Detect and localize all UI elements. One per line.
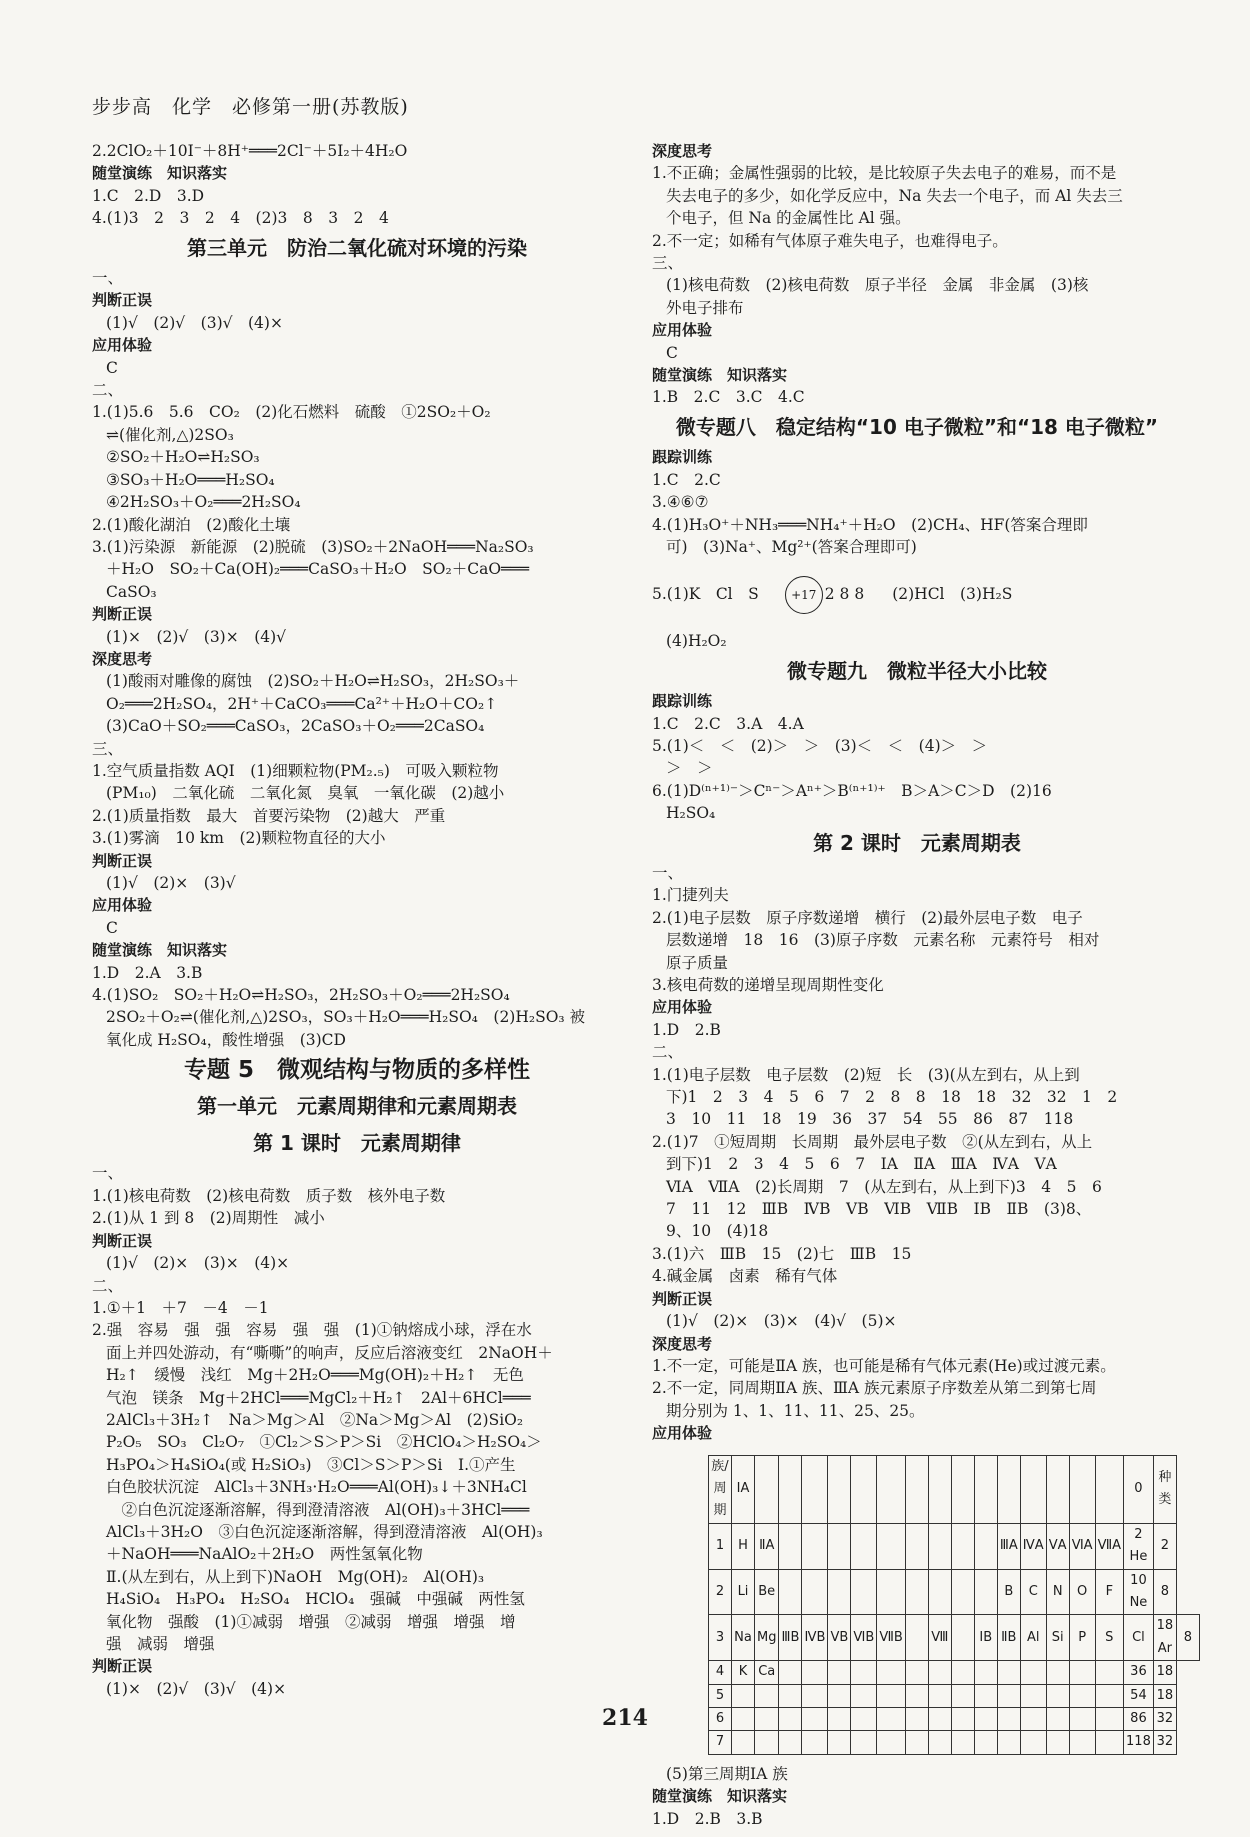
- periodic-table-cell: [802, 1569, 828, 1615]
- answer-line: 一、: [92, 269, 124, 288]
- periodic-table-cell: [905, 1661, 928, 1684]
- periodic-table-cell: ⅠA: [732, 1455, 755, 1523]
- periodic-table-cell: ⅤA: [1046, 1523, 1069, 1569]
- answer-line: 4.(1)SO₂ SO₂＋H₂O⇌H₂SO₃，2H₂SO₃＋O₂═══2H₂SO₄: [92, 986, 510, 1005]
- answer-line: 6.(1)D⁽ⁿ⁺¹⁾⁻＞Cⁿ⁻＞Aⁿ⁺＞B⁽ⁿ⁺¹⁾⁺ B＞A＞C＞D (2)16: [652, 781, 1052, 800]
- periodic-table-cell: [779, 1731, 802, 1754]
- answer-line: 4.(1)3 2 3 2 4 (2)3 8 3 2 4: [92, 209, 389, 228]
- periodic-table-cell: [877, 1684, 905, 1707]
- periodic-table-cell: [755, 1455, 779, 1523]
- periodic-table-cell: [1095, 1684, 1123, 1707]
- periodic-table-cell: 1: [709, 1523, 732, 1569]
- periodic-table-cell: [802, 1455, 828, 1523]
- periodic-table-cell: 54: [1124, 1684, 1154, 1707]
- periodic-table-cell: [1020, 1661, 1046, 1684]
- answer-line: ＋H₂O SO₂＋Ca(OH)₂═══CaSO₃＋H₂O SO₂＋CaO═══: [106, 560, 530, 579]
- periodic-table-cell: [1095, 1455, 1123, 1523]
- answer-line: 一、: [652, 863, 684, 882]
- answer-line: 1.(1)5.6 5.6 CO₂ (2)化石燃料 硫酸 ①2SO₂＋O₂: [92, 403, 491, 422]
- periodic-table-cell: C: [1020, 1569, 1046, 1615]
- periodic-table-cell: [877, 1661, 905, 1684]
- periodic-table-cell: 8: [1176, 1615, 1199, 1661]
- section-label: 应用体验: [652, 998, 713, 1017]
- answer-line: ⅥA ⅦA (2)长周期 7 (从左到右，从上到下)3 4 5 6: [666, 1177, 1102, 1196]
- periodic-table-cell: [779, 1523, 802, 1569]
- periodic-table-cell: [905, 1731, 928, 1754]
- answer-line: 期分别为 1、1、11、11、25、25。: [666, 1401, 925, 1420]
- periodic-table-cell: 10 Ne: [1124, 1569, 1154, 1615]
- section-heading: 第 1 课时 元素周期律: [253, 1131, 461, 1156]
- periodic-table-cell: ⅤB: [828, 1615, 851, 1661]
- periodic-table-cell: [755, 1731, 779, 1754]
- answer-line: 1.D 2.B 3.B: [652, 1809, 763, 1828]
- periodic-table-cell: [1095, 1731, 1123, 1754]
- answer-line: 1.(1)核电荷数 (2)核电荷数 质子数 核外电子数: [92, 1186, 446, 1205]
- periodic-table-cell: [928, 1684, 951, 1707]
- periodic-table-cell: 86: [1124, 1708, 1154, 1731]
- answer-line: 二、: [92, 1276, 124, 1295]
- periodic-table-cell: [951, 1569, 974, 1615]
- answer-line: C: [106, 918, 118, 937]
- section-label: 跟踪训练: [652, 448, 713, 467]
- periodic-table-cell: F: [1095, 1569, 1123, 1615]
- periodic-table-cell: 18: [1153, 1684, 1176, 1707]
- periodic-table-cell: [974, 1455, 997, 1523]
- answer-line: (1)× (2)√ (3)√ (4)×: [106, 1679, 287, 1698]
- periodic-table-cell: [974, 1569, 997, 1615]
- answer-line: 1.C 2.C 3.A 4.A: [652, 714, 804, 733]
- answer-line: (1)× (2)√ (3)× (4)√: [106, 627, 287, 646]
- running-header: 步步高 化学 必修第一册(苏教版): [92, 96, 409, 118]
- periodic-table-cell: H: [732, 1523, 755, 1569]
- periodic-table-cell: [1069, 1455, 1095, 1523]
- periodic-table-cell: [997, 1731, 1020, 1754]
- periodic-table-cell: 3: [709, 1615, 732, 1661]
- answer-line: 二、: [652, 1043, 684, 1062]
- electron-shells: 2 8 8: [824, 585, 865, 604]
- periodic-table-cell: 2: [709, 1569, 732, 1615]
- periodic-table-cell: ⅥA: [1069, 1523, 1095, 1569]
- periodic-table-cell: [928, 1569, 951, 1615]
- periodic-table-row: [709, 1731, 1200, 1754]
- periodic-table-cell: [802, 1523, 828, 1569]
- periodic-table-cell: N: [1046, 1569, 1069, 1615]
- answer-line: 二、: [92, 381, 124, 400]
- periodic-table-cell: [1020, 1684, 1046, 1707]
- periodic-table-cell: [802, 1731, 828, 1754]
- answer-line-atom-diagram: [652, 572, 1182, 616]
- nucleus-icon: +17: [785, 576, 823, 614]
- answer-line: ②SO₂＋H₂O⇌H₂SO₃: [106, 448, 260, 467]
- periodic-table-cell: 2: [1153, 1523, 1176, 1569]
- periodic-table-cell: ⅡB: [997, 1615, 1020, 1661]
- periodic-table-cell: [951, 1684, 974, 1707]
- periodic-table-cell: [802, 1684, 828, 1707]
- answer-line: 3.(1)六 ⅢB 15 (2)七 ⅢB 15: [652, 1244, 912, 1263]
- periodic-table-cell: [997, 1661, 1020, 1684]
- periodic-table-cell: 8: [1153, 1569, 1176, 1615]
- periodic-table-cell: P: [1069, 1615, 1095, 1661]
- chapter-heading: 专题 5 微观结构与物质的多样性: [183, 1057, 530, 1084]
- periodic-table-cell: [732, 1684, 755, 1707]
- section-heading: 第三单元 防治二氧化硫对环境的污染: [187, 235, 527, 260]
- section-label: 判断正误: [92, 1657, 153, 1676]
- answer-line: ④2H₂SO₃＋O₂═══2H₂SO₄: [106, 493, 301, 512]
- answer-line: 3 10 11 18 19 36 37 54 55 86 87 118: [666, 1110, 1074, 1129]
- periodic-table-cell: [828, 1569, 851, 1615]
- periodic-table-cell: S: [1095, 1615, 1123, 1661]
- answer-line: H₂SO₄: [666, 804, 716, 823]
- periodic-table-cell: ⅦA: [1095, 1523, 1123, 1569]
- periodic-table-cell: 36: [1124, 1661, 1154, 1684]
- answer-line: (4)H₂O₂: [666, 632, 727, 651]
- periodic-table-cell: [1046, 1731, 1069, 1754]
- periodic-table-row: [709, 1684, 1200, 1707]
- periodic-table-cell: [877, 1569, 905, 1615]
- answer-line: 1.空气质量指数 AQI (1)细颗粒物(PM₂.₅) 可吸入颗粒物: [92, 761, 499, 780]
- answer-line: 2.2ClO₂＋10I⁻＋8H⁺═══2Cl⁻＋5I₂＋4H₂O: [92, 142, 408, 160]
- spacer: [652, 616, 1182, 630]
- answer-line: 个电子，但 Na 的金属性比 Al 强。: [666, 209, 911, 228]
- answer-line: 1.D 2.B: [652, 1020, 721, 1039]
- periodic-table-cell: [1069, 1661, 1095, 1684]
- answer-line: 1.B 2.C 3.C 4.C: [652, 388, 805, 407]
- periodic-table-cell: 32: [1153, 1708, 1176, 1731]
- answer-line: (1)√ (2)× (3)× (4)×: [106, 1254, 290, 1273]
- periodic-table-cell: O: [1069, 1569, 1095, 1615]
- periodic-table-cell: ⅢB: [779, 1615, 802, 1661]
- periodic-table-cell: ⅥB: [851, 1615, 877, 1661]
- periodic-table-cell: [779, 1684, 802, 1707]
- periodic-table-row: [709, 1661, 1200, 1684]
- periodic-table-cell: [928, 1731, 951, 1754]
- answer-line: 2AlCl₃＋3H₂↑ Na＞Mg＞Al ②Na＞Mg＞Al (2)SiO₂: [106, 1410, 524, 1429]
- answer-line: ＋NaOH═══NaAlO₂＋2H₂O 两性氢氧化物: [106, 1545, 423, 1564]
- answer-line: 层数递增 18 16 (3)原子序数 元素名称 元素符号 相对: [666, 931, 1100, 950]
- answer-line: 2SO₂＋O₂⇌(催化剂,△)2SO₃，SO₃＋H₂O═══H₂SO₄ (2)H₂SO₃ 被: [106, 1008, 586, 1027]
- section-label: 深度思考: [92, 649, 153, 668]
- periodic-table-cell: [802, 1661, 828, 1684]
- answer-line: 可) (3)Na⁺、Mg²⁺(答案合理即可): [666, 537, 917, 556]
- section-heading: 微专题九 微粒半径大小比较: [787, 658, 1047, 683]
- periodic-table-cell: ⅡA: [755, 1523, 779, 1569]
- periodic-table-cell: 18: [1153, 1661, 1176, 1684]
- periodic-table-cell: Al: [1020, 1615, 1046, 1661]
- answer-line: P₂O₅ SO₃ Cl₂O₇ ①Cl₂＞S＞P＞Si ②HClO₄＞H₂SO₄＞: [106, 1433, 542, 1452]
- periodic-table-cell: [928, 1523, 951, 1569]
- periodic-table-cell: [851, 1569, 877, 1615]
- periodic-table-cell: 种类: [1153, 1455, 1176, 1523]
- section-label: 跟踪训练: [652, 692, 713, 711]
- periodic-table-cell: [951, 1615, 974, 1661]
- periodic-table-cell: K: [732, 1661, 755, 1684]
- section-label: 应用体验: [92, 896, 153, 915]
- section-label: 判断正误: [92, 851, 153, 870]
- answer-text: (2)HCl (3)H₂S: [892, 585, 1013, 604]
- periodic-table-cell: [779, 1455, 802, 1523]
- answer-line: 强 减弱 增强: [106, 1635, 215, 1653]
- answer-line: 3.(1)污染源 新能源 (2)脱硫 (3)SO₂＋2NaOH═══Na₂SO₃: [92, 537, 534, 556]
- answer-line: 1.C 2.D 3.D: [92, 186, 205, 205]
- answer-line: 三、: [92, 739, 124, 758]
- answer-line: CaSO₃: [106, 582, 157, 601]
- periodic-table-cell: [974, 1661, 997, 1684]
- periodic-table-cell: [1046, 1684, 1069, 1707]
- answer-line: (1)√ (2)√ (3)√ (4)×: [106, 313, 283, 332]
- periodic-table-cell: [1069, 1731, 1095, 1754]
- periodic-table-cell: [779, 1661, 802, 1684]
- periodic-table-cell: Ⅷ: [928, 1615, 951, 1661]
- periodic-table-cell: Li: [732, 1569, 755, 1615]
- periodic-table-cell: [877, 1731, 905, 1754]
- periodic-table-cell: [928, 1661, 951, 1684]
- periodic-table-cell: [828, 1661, 851, 1684]
- periodic-table-cell: [851, 1661, 877, 1684]
- answer-line: (PM₁₀) 二氧化硫 二氧化氮 臭氧 一氧化碳 (2)越小: [106, 784, 505, 803]
- answer-line: 3.④⑥⑦: [652, 493, 709, 512]
- periodic-table-cell: [732, 1731, 755, 1754]
- answer-line: 面上并四处游动，有“嘶嘶”的响声，反应后溶液变红 2NaOH＋: [106, 1343, 553, 1362]
- periodic-table-cell: [905, 1684, 928, 1707]
- section-label: 随堂演练 知识落实: [92, 164, 228, 183]
- section-label: 判断正误: [652, 1289, 713, 1308]
- answer-line: 2.(1)电子层数 原子序数递增 横行 (2)最外层电子数 电子: [652, 908, 1083, 927]
- periodic-table-cell: [997, 1455, 1020, 1523]
- answer-text: 5.(1)K Cl S: [652, 585, 759, 604]
- periodic-table-cell: 7: [709, 1731, 732, 1754]
- answer-line: 4.(1)H₃O⁺＋NH₃═══NH₄⁺＋H₂O (2)CH₄、HF(答案合理即: [652, 515, 1088, 534]
- periodic-table-cell: B: [997, 1569, 1020, 1615]
- periodic-table-cell: [877, 1523, 905, 1569]
- periodic-table-cell: [905, 1569, 928, 1615]
- periodic-table-cell: [828, 1731, 851, 1754]
- periodic-table-cell: [828, 1523, 851, 1569]
- answer-line: (1)核电荷数 (2)核电荷数 原子半径 金属 非金属 (3)核: [666, 276, 1089, 295]
- periodic-table-cell: 6: [709, 1708, 732, 1731]
- periodic-table-cell: [974, 1684, 997, 1707]
- answer-line: (1)√ (2)× (3)√: [106, 874, 236, 892]
- answer-line: 1.C 2.C: [652, 470, 721, 489]
- periodic-table-cell: [905, 1523, 928, 1569]
- answer-line: O₂═══2H₂SO₄，2H⁺＋CaCO₃═══Ca²⁺＋H₂O＋CO₂↑: [106, 694, 498, 713]
- right-answer-column: [652, 140, 1192, 1830]
- answer-line: C: [666, 343, 678, 362]
- periodic-table-cell: [974, 1731, 997, 1754]
- answer-line: 氧化成 H₂SO₄，酸性增强 (3)CD: [106, 1030, 346, 1049]
- answer-line: 1.不一定，可能是ⅡA 族，也可能是稀有气体元素(He)或过渡元素。: [652, 1356, 1116, 1375]
- periodic-table-cell: Si: [1046, 1615, 1069, 1661]
- periodic-table-cell: [951, 1731, 974, 1754]
- periodic-table-cell: [905, 1615, 928, 1661]
- answer-line: H₄SiO₄ H₃PO₄ H₂SO₄ HClO₄ 强碱 中强碱 两性氢: [106, 1590, 525, 1609]
- answer-line: 2.(1)酸化湖泊 (2)酸化土壤: [92, 515, 291, 534]
- answer-line: 白色胶状沉淀 AlCl₃＋3NH₃·H₂O═══Al(OH)₃↓＋3NH₄Cl: [106, 1478, 527, 1497]
- periodic-table-row: [709, 1569, 1200, 1615]
- answer-line: 4.碱金属 卤素 稀有气体: [652, 1267, 838, 1286]
- periodic-table-cell: Cl: [1124, 1615, 1154, 1661]
- periodic-table-cell: [828, 1455, 851, 1523]
- answer-line: 三、: [652, 254, 684, 273]
- periodic-table-cell: [1046, 1455, 1069, 1523]
- answer-line: 1.D 2.A 3.B: [92, 963, 203, 982]
- periodic-table-cell: [1020, 1731, 1046, 1754]
- periodic-table-row: [709, 1455, 1200, 1523]
- periodic-table-cell: ⅠB: [974, 1615, 997, 1661]
- answer-line: 2.不一定，同周期ⅡA 族、ⅢA 族元素原子序数差从第二到第七周: [652, 1379, 1097, 1398]
- periodic-table-cell: 118: [1124, 1731, 1154, 1754]
- answer-line: H₂↑ 缓慢 浅红 Mg＋2H₂O═══Mg(OH)₂＋H₂↑ 无色: [106, 1366, 524, 1385]
- answer-line: H₃PO₄＞H₄SiO₄(或 H₂SiO₃) ③Cl＞S＞P＞Si Ⅰ.①产生: [106, 1455, 516, 1474]
- periodic-table-cell: [928, 1455, 951, 1523]
- answer-line: 失去电子的多少，如化学反应中，Na 失去一个电子，而 Al 失去三: [666, 186, 1123, 205]
- periodic-table-cell: ⅣA: [1020, 1523, 1046, 1569]
- answer-line: (1)√ (2)× (3)× (4)√ (5)×: [666, 1312, 897, 1331]
- periodic-table-cell: Mg: [755, 1615, 779, 1661]
- answer-line: 原子质量: [666, 953, 729, 972]
- section-label: 应用体验: [652, 1424, 713, 1443]
- periodic-table-cell: [1020, 1455, 1046, 1523]
- periodic-table-cell: [828, 1684, 851, 1707]
- answer-line: 2.(1)质量指数 最大 首要污染物 (2)越大 严重: [92, 806, 446, 825]
- periodic-table-cell: [997, 1684, 1020, 1707]
- answer-line: 2.强 容易 强 强 容易 强 强 (1)①钠熔成小球，浮在水: [92, 1321, 532, 1340]
- answer-line: ⇌(催化剂,△)2SO₃: [106, 425, 234, 444]
- periodic-table-cell: 4: [709, 1661, 732, 1684]
- section-label: 应用体验: [92, 336, 153, 355]
- answer-line: 一、: [92, 1164, 124, 1183]
- section-label: 判断正误: [92, 1231, 153, 1250]
- periodic-table-cell: [951, 1661, 974, 1684]
- periodic-table-cell: 32: [1153, 1731, 1176, 1754]
- periodic-table-cell: 0: [1124, 1455, 1154, 1523]
- answer-line: 2.(1)从 1 到 8 (2)周期性 减小: [92, 1209, 325, 1228]
- section-label: 应用体验: [652, 321, 713, 340]
- periodic-table-cell: [779, 1569, 802, 1615]
- answer-line: ③SO₃＋H₂O═══H₂SO₄: [106, 470, 275, 489]
- periodic-table-cell: ⅢA: [997, 1523, 1020, 1569]
- section-label: 随堂演练 知识落实: [92, 941, 228, 960]
- periodic-table-cell: [755, 1684, 779, 1707]
- answer-line: 3.(1)雾滴 10 km (2)颗粒物直径的大小: [92, 829, 386, 848]
- answer-line: C: [106, 358, 118, 377]
- answer-line: 7 11 12 ⅢB ⅣB ⅤB ⅥB ⅦB ⅠB ⅡB (3)8、: [666, 1200, 1092, 1219]
- answer-line: 3.核电荷数的递增呈现周期性变化: [652, 976, 884, 994]
- section-label: 随堂演练 知识落实: [652, 366, 788, 385]
- periodic-table-cell: Ca: [755, 1661, 779, 1684]
- periodic-table-cell: [905, 1455, 928, 1523]
- section-heading: 微专题八 稳定结构“10 电子微粒”和“18 电子微粒”: [675, 414, 1159, 439]
- periodic-table-cell: 族/周期: [709, 1455, 732, 1523]
- answer-line: 1.①＋1 ＋7 －4 －1: [92, 1298, 269, 1317]
- section-heading: 第一单元 元素周期律和元素周期表: [197, 1093, 517, 1118]
- periodic-table-cell: [851, 1731, 877, 1754]
- answer-line: 外电子排布: [666, 298, 744, 317]
- periodic-table-cell: 18 Ar: [1153, 1615, 1176, 1661]
- section-label: 随堂演练 知识落实: [652, 1787, 788, 1806]
- periodic-table-cell: [1046, 1661, 1069, 1684]
- answer-line: AlCl₃＋3H₂O ③白色沉淀逐渐溶解，得到澄清溶液 Al(OH)₃: [106, 1522, 543, 1541]
- answer-line: 氧化物 强酸 (1)①减弱 增强 ②减弱 增强 增强 增: [106, 1612, 516, 1631]
- periodic-table-cell: [851, 1523, 877, 1569]
- periodic-table-cell: [851, 1455, 877, 1523]
- answer-line: ＞ ＞: [666, 759, 713, 778]
- answer-line: 1.不正确；金属性强弱的比较，是比较原子失去电子的难易，而不是: [652, 164, 1117, 183]
- periodic-table-cell: 2 He: [1124, 1523, 1154, 1569]
- answer-line: Ⅱ.(从左到右，从上到下)NaOH Mg(OH)₂ Al(OH)₃: [106, 1567, 485, 1586]
- periodic-table-cell: ⅦB: [877, 1615, 905, 1661]
- periodic-table-cell: Be: [755, 1569, 779, 1615]
- answer-line: 1.门捷列夫: [652, 886, 729, 905]
- periodic-table-cell: [951, 1455, 974, 1523]
- answer-line: (1)酸雨对雕像的腐蚀 (2)SO₂＋H₂O⇌H₂SO₃，2H₂SO₃＋: [106, 672, 520, 691]
- answer-line: 2.(1)7 ①短周期 长周期 最外层电子数 ②(从左到右，从上: [652, 1132, 1093, 1151]
- answer-line: 气泡 镁条 Mg＋2HCl═══MgCl₂＋H₂↑ 2Al＋6HCl═══: [106, 1388, 531, 1407]
- answer-line: 9、10 (4)18: [666, 1222, 769, 1241]
- section-label: 判断正误: [92, 291, 153, 310]
- section-label: 深度思考: [652, 1334, 713, 1353]
- section-label: 判断正误: [92, 605, 153, 624]
- answer-line: 5.(1)＜ ＜ (2)＞ ＞ (3)＜ ＜ (4)＞ ＞: [652, 736, 988, 755]
- periodic-table-cell: 5: [709, 1684, 732, 1707]
- periodic-table-cell: [851, 1684, 877, 1707]
- periodic-table-cell: [1095, 1661, 1123, 1684]
- periodic-table-cell: ⅣB: [802, 1615, 828, 1661]
- section-heading: 第 2 课时 元素周期表: [813, 830, 1021, 855]
- answer-line: (5)第三周期ⅠA 族: [666, 1764, 788, 1783]
- periodic-table-cell: [974, 1523, 997, 1569]
- periodic-table-cell: [877, 1455, 905, 1523]
- periodic-table-cell: [1069, 1684, 1095, 1707]
- page-number: 214: [602, 1705, 648, 1731]
- left-answer-column: [92, 140, 622, 1700]
- answer-line: 到下)1 2 3 4 5 6 7 ⅠA ⅡA ⅢA ⅣA ⅤA: [666, 1155, 1057, 1174]
- answer-line: 下)1 2 3 4 5 6 7 2 8 8 18 18 32 32 1 2: [666, 1088, 1118, 1107]
- periodic-table-cell: Na: [732, 1615, 755, 1661]
- answer-line: 2.不一定；如稀有气体原子难失电子，也难得电子。: [652, 231, 1008, 250]
- periodic-table-row: [709, 1615, 1200, 1661]
- spacer: [652, 558, 1182, 572]
- periodic-table-row: [709, 1523, 1200, 1569]
- answer-line: 1.(1)电子层数 电子层数 (2)短 长 (3)(从左到右，从上到: [652, 1065, 1080, 1084]
- answer-line: ②白色沉淀逐渐溶解，得到澄清溶液 Al(OH)₃＋3HCl═══: [106, 1500, 530, 1519]
- section-label: 深度思考: [652, 142, 713, 160]
- periodic-table-cell: [951, 1523, 974, 1569]
- answer-line: (3)CaO＋SO₂═══CaSO₃，2CaSO₃＋O₂═══2CaSO₄: [106, 717, 485, 736]
